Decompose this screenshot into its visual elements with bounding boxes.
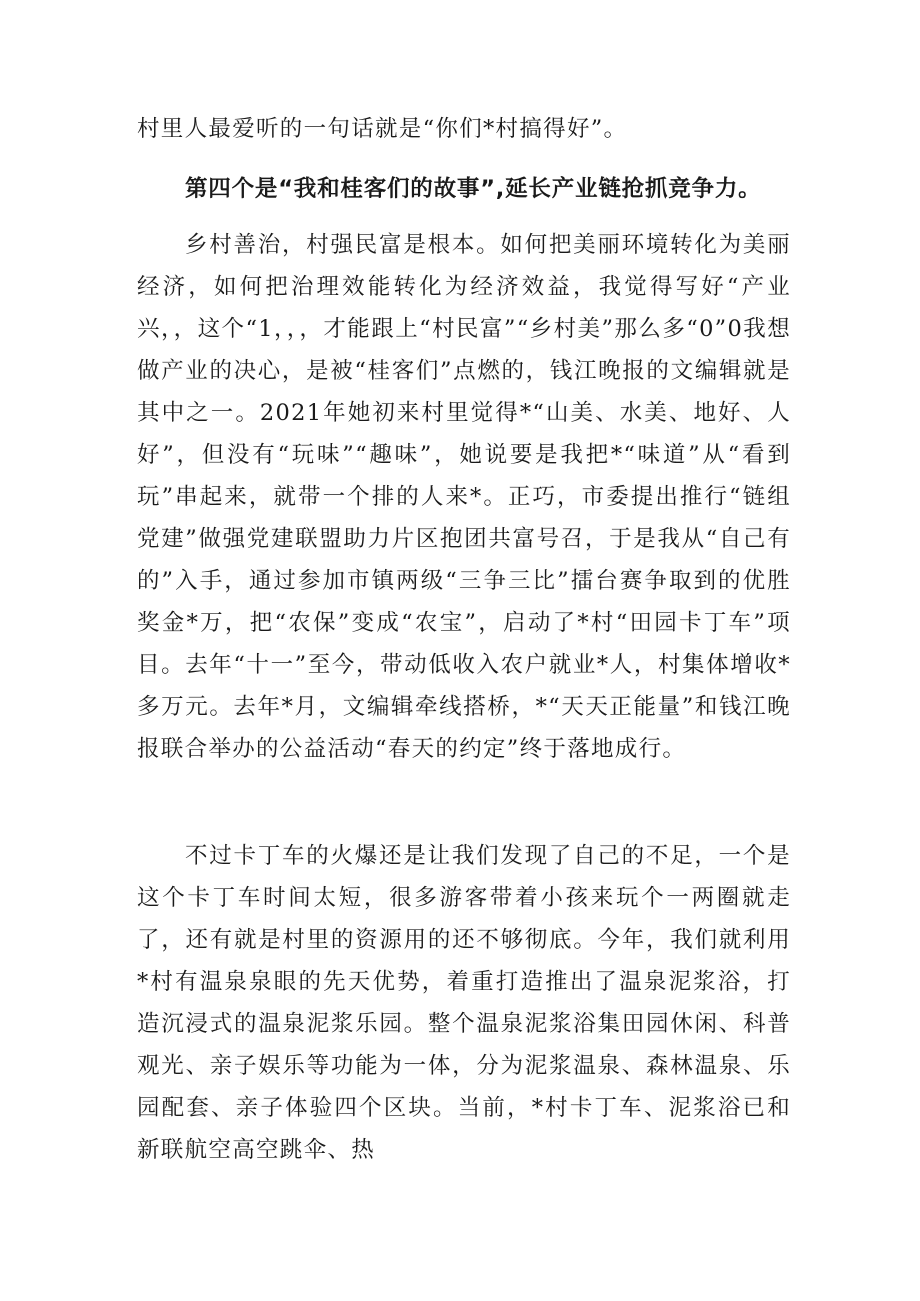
body-paragraph: 不过卡丁车的火爆还是让我们发现了自己的不足，一个是这个卡丁车时间太短，很多游客带着小孩来玩个一两圈就走了，还有就是村里的资源用的还不够彻底。今年，我们就利用*村有温泉泉眼的先天优势，着重打造推出了温泉泥浆浴，打造沉浸式的温泉泥浆乐园。整个温泉泥浆浴集田园休闲、科普观光、亲子娱乐等功能为一体，分为泥浆温泉、森林温泉、乐园配套、亲子体验四个区块。当前，*村卡丁车、泥浆浴已和新联航空高空跳伞、热 (137, 843, 791, 1163)
section-heading: 第四个是“我和桂客们的故事”,延长产业链抢抓竞争力。 (185, 176, 762, 202)
body-paragraph: 乡村善治，村强民富是根本。如何把美丽环境转化为美丽经济，如何把治理效能转化为经济效益，我觉得写好“产业兴，，这个“1，，，才能跟上“村民富”“乡村美”那么多“0”0我想做产业的决心，是被“桂客们”点燃的，钱江晚报的文编辑就是其中之一。2021年她初来村里觉得*“山美、水美、地好、人好”，但没有“玩味”“趣味”，她说要是我把*“味道”从“看到玩”串起来，就带一个排的人来*。正巧，市委提出推行“链组党建”做强党建联盟助力片区抱团共富号召，于是我从“自己有的”入手，通过参加市镇两级“三争三比”擂台赛争取到的优胜奖金*万，把“农保”变成“农宝”，启动了*村“田园卡丁车”项目。去年“十一”至今，带动低收入农户就业*人，村集体增收*多万元。去年*月，文编辑牵线搭桥，*“天天正能量”和钱江晚报联合举办的公益活动“春天的约定”终于落地成行。 (137, 232, 791, 762)
body-paragraph-continuation: 村里人最爱听的一句话就是“你们*村搞得好”。 (137, 116, 628, 142)
